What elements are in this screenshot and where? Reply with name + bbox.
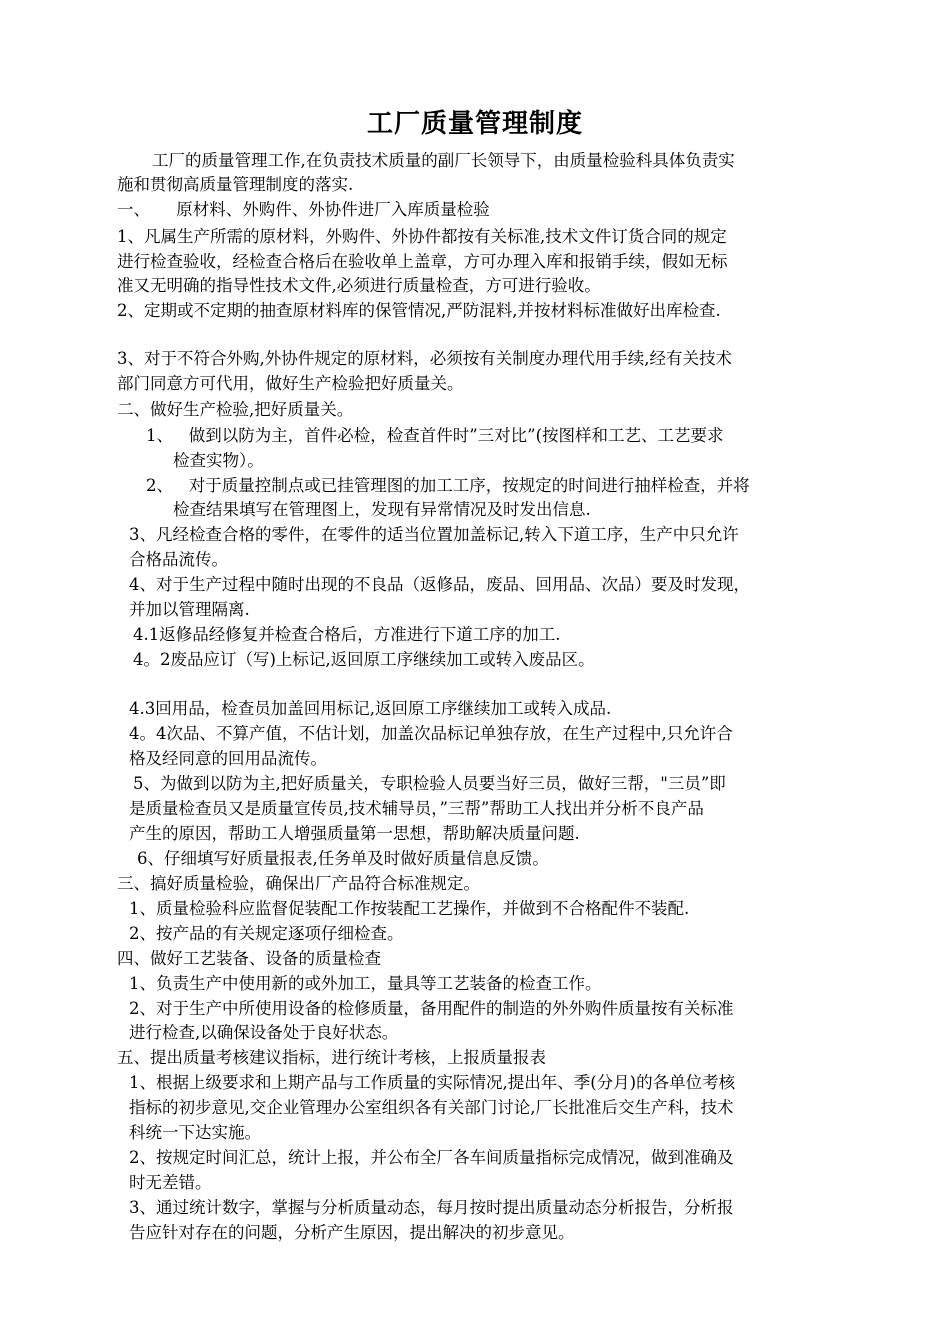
text-line: 并加以管理隔离. [129,600,250,619]
section-heading: 一、 原材料、外购件、外协件进厂入库质量检验 [117,200,490,219]
text-line: 3、通过统计数字，掌握与分析质量动态，每月按时提出质量动态分析报告，分析报 [129,1198,734,1217]
text-line: 工厂的质量管理工作,在负责技术质量的副厂长领导下，由质量检验科具体负责实 [152,151,735,170]
text-line: 4.3回用品，检查员加盖回用标记,返回原工序继续加工或转入成品. [129,699,612,718]
text-line: 5、为做到以防为主,把好质量关，专职检验人员要当好三员，做好三帮，"三员”即 [133,774,726,793]
text-line: 2、 对于质量控制点或已挂管理图的加工工序，按规定的时间进行抽样检查，并将 [146,476,750,495]
text-line: 时无差错。 [129,1173,212,1192]
text-line: 3、凡经检查合格的零件，在零件的适当位置加盖标记,转入下道工序，生产中只允许 [129,525,739,544]
text-line: 2、对于生产中所使用设备的检修质量，备用配件的制造的外外购件质量按有关标准 [129,999,734,1018]
text-line: 施和贯彻高质量管理制度的落实. [117,175,354,194]
section-heading: 三、搞好质量检验，确保出厂产品符合标准规定。 [117,874,480,893]
text-line: 进行检查验收，经检查合格后在验收单上盖章，方可办理入库和报销手续，假如无标 [117,252,728,271]
text-line: 1、 做到以防为主，首件必检，检查首件时”三对比”(按图样和工艺、工艺要求 [146,426,724,445]
text-line: 2、按产品的有关规定逐项仔细检查。 [129,924,404,943]
document-title: 工厂质量管理制度 [366,109,583,139]
text-line: 2、定期或不定期的抽查原材料库的保管情况,严防混料,并按材料标准做好出库检查. [117,301,721,320]
text-line: 1、负责生产中使用新的或外加工，量具等工艺装备的检查工作。 [129,974,602,993]
text-line: 4。2废品应订（写)上标记,返回原工序继续加工或转入废品区。 [133,650,595,669]
text-line: 4。4次品、不算产值，不估计划，加盖次品标记单独存放，在生产过程中,只允许合 [129,724,733,743]
text-line: 是质量检查员又是质量宣传员,技术辅导员，”三帮”帮助工人找出并分析不良产品 [129,799,704,818]
text-line: 1、质量检验科应监督促装配工作按装配工艺操作，并做到不合格配件不装配. [129,899,690,918]
text-line: 准又无明确的指导性技术文件,必须进行质量检查，方可进行验收。 [117,276,601,295]
text-line: 格及经同意的回用品流传。 [129,749,327,768]
text-line: 1、凡属生产所需的原材料，外购件、外协件都按有关标准,技术文件订货合同的规定 [117,227,727,246]
text-line: 科统一下达实施。 [129,1123,261,1142]
text-line: 指标的初步意见,交企业管理办公室组织各有关部门讨论,厂长批准后交生产科，技术 [129,1098,734,1117]
text-line: 4、对于生产过程中随时出现的不良品（返修品，废品、回用品、次品）要及时发现， [129,575,750,594]
text-line: 4.1返修品经修复并检查合格后，方准进行下道工序的加工. [133,625,561,644]
text-line: 进行检查,以确保设备处于良好状态。 [129,1023,399,1042]
section-heading: 二、做好生产检验,把好质量关。 [117,400,354,419]
text-line: 告应针对存在的问题，分析产生原因，提出解决的初步意见。 [129,1223,575,1242]
text-line: 检查结果填写在管理图上，发现有异常情况及时发出信息. [173,500,591,519]
section-heading: 四、做好工艺装备、设备的质量检查 [117,949,381,968]
text-line: 6、仔细填写好质量报表,任务单及时做好质量信息反馈。 [137,849,549,868]
section-heading: 五、提出质量考核建议指标，进行统计考核，上报质量报表 [117,1048,546,1067]
text-line: 1、根据上级要求和上期产品与工作质量的实际情况,提出年、季(分月)的各单位考核 [129,1073,736,1092]
text-line: 2、按规定时间汇总，统计上报，并公布全厂各车间质量指标完成情况，做到准确及 [129,1148,734,1167]
text-line: 合格品流传。 [129,550,228,569]
text-line: 3、对于不符合外购,外协件规定的原材料，必须按有关制度办理代用手续,经有关技术 [117,349,732,368]
text-line: 检查实物）。 [173,451,264,470]
text-line: 产生的原因，帮助工人增强质量第一思想，帮助解决质量问题. [129,824,580,843]
text-line: 部门同意方可代用，做好生产检验把好质量关。 [117,374,464,393]
